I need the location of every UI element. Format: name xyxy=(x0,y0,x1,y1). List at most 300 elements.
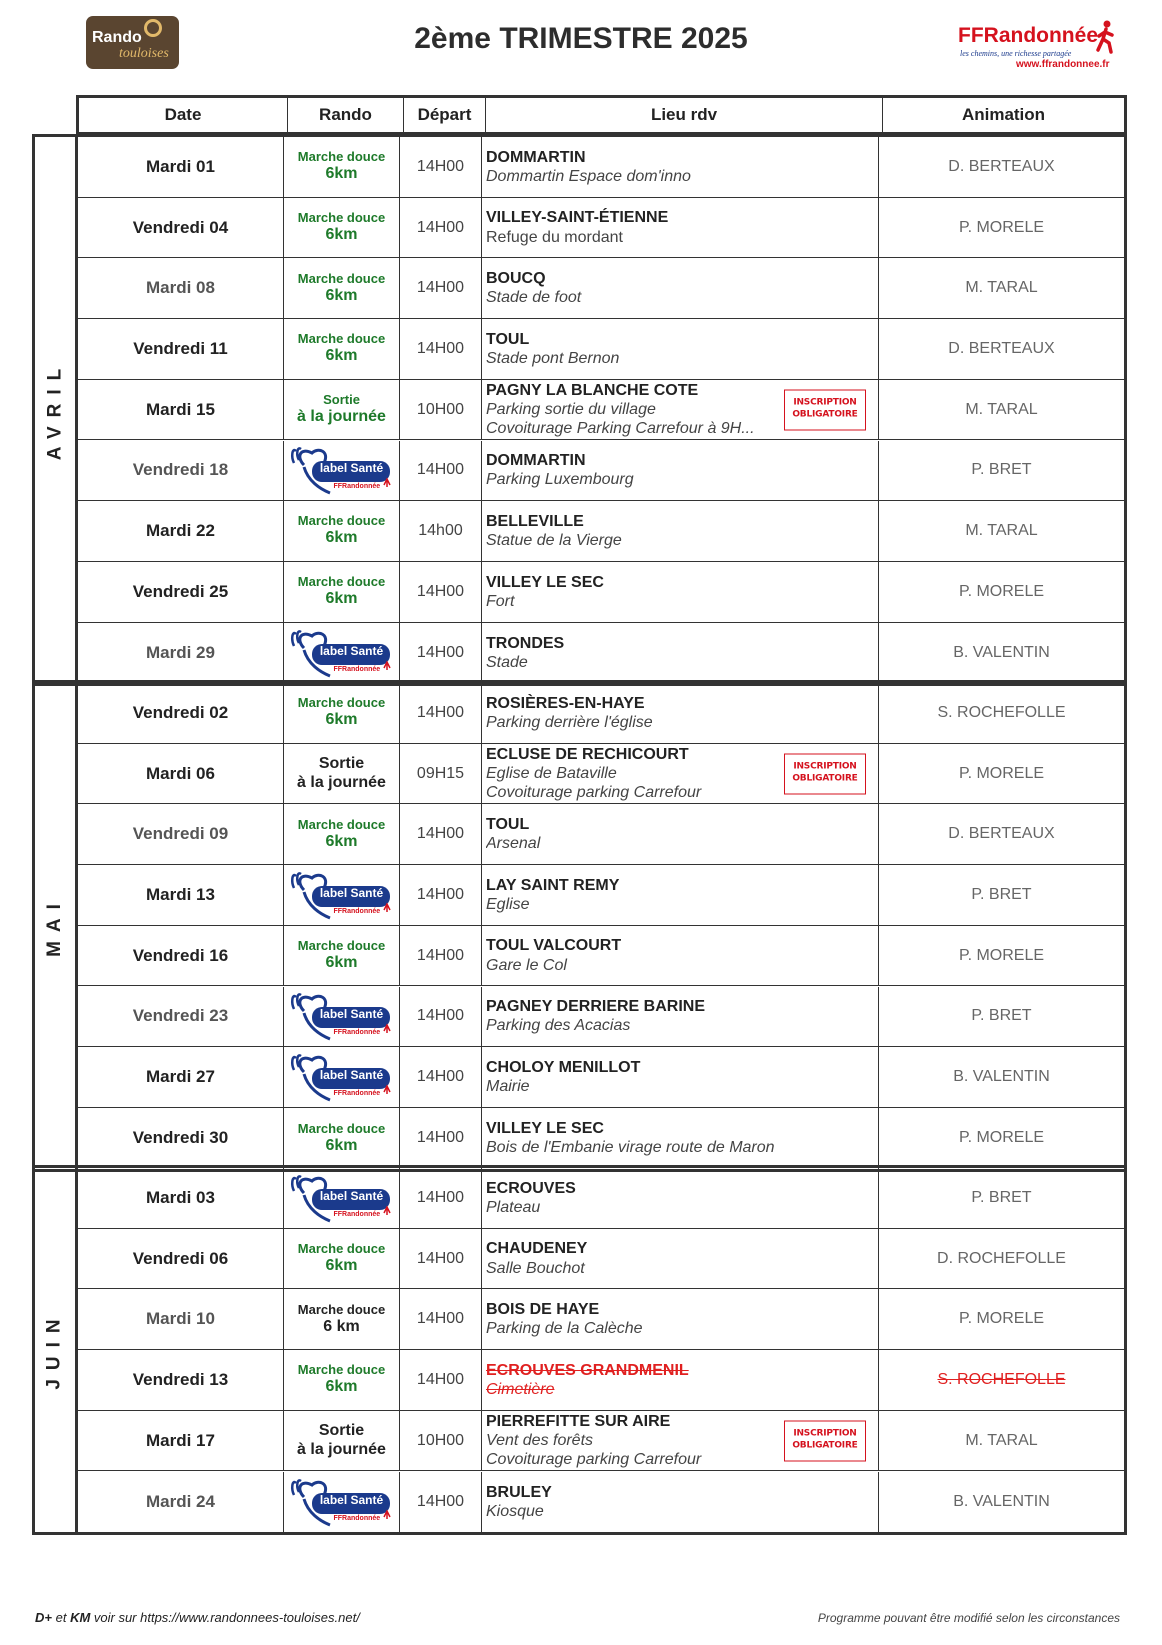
rando-cell xyxy=(284,1108,400,1169)
table-row xyxy=(78,1108,1124,1169)
footer-website: voir sur https://www.randonnees-touloises.net/ xyxy=(90,1610,360,1625)
date-cell: Mardi 03 xyxy=(78,1168,284,1228)
place-name: BELLEVILLE xyxy=(486,512,584,530)
place-detail: Kiosque xyxy=(486,1502,544,1520)
rando-type: Marche douce xyxy=(297,1240,386,1256)
date-cell: Mardi 17 xyxy=(78,1411,284,1471)
table-row xyxy=(78,1289,1124,1350)
place-name: DOMMARTIN xyxy=(486,148,586,166)
animation-cell: M. TARAL xyxy=(965,279,1038,297)
label-sante-text: label Santé xyxy=(319,885,384,900)
lieu-content xyxy=(486,1239,878,1277)
date-cell: Mardi 01 xyxy=(78,137,284,197)
rando-cell xyxy=(284,1168,400,1228)
place-detail: Salle Bouchot xyxy=(486,1259,585,1277)
place-detail: Stade de foot xyxy=(486,289,582,307)
rando-cell xyxy=(284,198,400,258)
lieu-content xyxy=(486,634,878,672)
rando-distance: 6km xyxy=(325,1256,358,1274)
depart-cell: 14H00 xyxy=(400,1472,482,1533)
footer-dplus: D+ xyxy=(35,1610,52,1625)
rando-distance: 6km xyxy=(325,225,358,243)
place-detail: Eglise xyxy=(486,895,530,913)
lieu-content xyxy=(486,694,878,732)
rando-cell xyxy=(284,319,400,379)
lieu-cell xyxy=(482,804,879,864)
place-detail: Arsenal xyxy=(486,835,541,853)
animation-cell: P. BRET xyxy=(971,1007,1032,1025)
month-block-mai xyxy=(32,680,1127,1172)
animation-cell: M. TARAL xyxy=(965,522,1038,540)
place-detail: Plateau xyxy=(486,1198,541,1216)
table-row xyxy=(78,319,1124,380)
date-cell: Mardi 27 xyxy=(78,1047,284,1107)
place-name: VILLEY LE SEC xyxy=(486,573,604,591)
place-detail: Parking des Acacias xyxy=(486,1017,631,1035)
rando-distance: 6km xyxy=(325,529,358,547)
month-name: JUIN xyxy=(44,1310,66,1390)
rando-distance: à la journée xyxy=(297,773,386,791)
rando-cell xyxy=(284,865,400,925)
place-name: BOUCQ xyxy=(486,270,546,288)
month-rows xyxy=(78,137,1124,683)
animation-cell: S. ROCHEFOLLE xyxy=(937,703,1066,721)
date-cell: Vendredi 13 xyxy=(78,1350,284,1410)
logo-right-url: www.ffrandonnee.fr xyxy=(1016,59,1110,70)
date-cell: Vendredi 25 xyxy=(78,562,284,622)
date-cell: Mardi 06 xyxy=(78,744,284,804)
depart-cell: 14H00 xyxy=(400,623,482,684)
rando-cell xyxy=(284,623,400,684)
animation-cell: P. MORELE xyxy=(958,764,1045,782)
depart-cell: 14H00 xyxy=(400,319,482,379)
walker-icon xyxy=(1095,20,1117,54)
place-detail: Stade pont Bernon xyxy=(486,349,620,367)
rando-distance: à la journée xyxy=(297,407,386,425)
lieu-cell xyxy=(482,441,879,501)
place-detail: Refuge du mordant xyxy=(486,228,623,246)
animation-cell: P. BRET xyxy=(971,1188,1032,1206)
depart-cell: 14H00 xyxy=(400,1108,482,1169)
rando-type: Marche douce xyxy=(297,209,386,225)
depart-cell: 14h00 xyxy=(400,501,482,561)
label-sante-text: label Santé xyxy=(319,1007,384,1022)
lieu-cell xyxy=(482,1168,879,1228)
label-sante-text: label Santé xyxy=(319,1188,384,1203)
table-row xyxy=(78,198,1124,259)
date-cell: Vendredi 04 xyxy=(78,198,284,258)
col-rando-header: Rando xyxy=(288,98,404,132)
rando-type: Sortie xyxy=(323,391,360,407)
lieu-cell xyxy=(482,501,879,561)
animation-cell: P. MORELE xyxy=(958,946,1045,964)
label-sante-badge xyxy=(290,1173,394,1223)
place-detail: Statue de la Vierge xyxy=(486,532,622,550)
rando-cell xyxy=(284,562,400,622)
col-depart-header: Départ xyxy=(404,98,486,132)
label-sante-badge xyxy=(290,1052,394,1102)
date-cell: Vendredi 30 xyxy=(78,1108,284,1169)
label-sante-ffrandonnee: FFRandonnée xyxy=(333,1029,381,1037)
col-date-header: Date xyxy=(79,98,288,132)
date-cell: Vendredi 16 xyxy=(78,926,284,986)
depart-cell: 14H00 xyxy=(400,683,482,743)
lieu-content xyxy=(486,1300,878,1338)
lieu-cell xyxy=(482,258,879,318)
animation-cell: P. MORELE xyxy=(958,1129,1045,1147)
logo-left-line1: Rando xyxy=(92,29,142,46)
label-sante-text: label Santé xyxy=(319,1492,384,1507)
animation-cell: D. ROCHEFOLLE xyxy=(937,1249,1066,1267)
date-cell: Vendredi 11 xyxy=(78,319,284,379)
month-rows xyxy=(78,683,1124,1169)
month-label xyxy=(35,137,78,683)
rando-distance: 6km xyxy=(325,1136,358,1154)
rando-distance: 6km xyxy=(325,590,358,607)
label-sante-badge xyxy=(290,445,394,495)
rando-cell xyxy=(284,380,400,440)
table-row xyxy=(78,1350,1124,1411)
place-name: ECLUSE DE RECHICOURT xyxy=(486,745,689,763)
place-name: BRULEY xyxy=(486,1483,552,1501)
label-sante-badge xyxy=(290,628,394,678)
place-detail: Parking derrière l'église xyxy=(486,713,653,731)
rando-cell xyxy=(284,501,400,561)
place-detail: Covoiturage parking Carrefour xyxy=(486,1451,702,1469)
date-cell: Mardi 29 xyxy=(78,623,284,684)
depart-cell: 14H00 xyxy=(400,1168,482,1228)
animation-cell: B. VALENTIN xyxy=(953,1492,1050,1510)
depart-cell: 14H00 xyxy=(400,137,482,197)
table-row xyxy=(78,380,1124,441)
place-detail: Parking Luxembourg xyxy=(486,471,634,489)
footer-and: et xyxy=(51,1610,71,1625)
lieu-content xyxy=(486,1058,878,1096)
label-sante-ffrandonnee: FFRandonnée xyxy=(333,1514,381,1522)
rando-cell xyxy=(284,987,400,1047)
animation-cell: P. BRET xyxy=(971,885,1032,903)
place-name: TRONDES xyxy=(486,634,565,652)
lieu-cell xyxy=(482,1472,879,1533)
table-row xyxy=(78,987,1124,1048)
rando-cell xyxy=(284,744,400,804)
month-block-avril xyxy=(32,134,1127,686)
place-name: PIERREFITTE SUR AIRE xyxy=(486,1412,671,1430)
lieu-cell xyxy=(482,1047,879,1107)
rando-cell xyxy=(284,1289,400,1349)
place-detail: Stade xyxy=(486,653,528,671)
table-row xyxy=(78,926,1124,987)
animation-cell: B. VALENTIN xyxy=(953,643,1050,661)
depart-cell: 09H15 xyxy=(400,744,482,804)
place-name: VILLEY-SAINT-ÉTIENNE xyxy=(486,209,669,227)
rando-cell xyxy=(284,804,400,864)
lieu-content xyxy=(486,1119,878,1157)
place-detail: Gare le Col xyxy=(486,956,567,974)
table-row xyxy=(78,501,1124,562)
lieu-content xyxy=(486,330,878,368)
label-sante-ffrandonnee: FFRandonnée xyxy=(333,483,381,491)
page-title: 2ème TRIMESTRE 2025 xyxy=(414,22,748,55)
lieu-cell xyxy=(482,1411,879,1471)
depart-cell: 14H00 xyxy=(400,804,482,864)
place-detail: Covoiturage Parking Carrefour à 9H... xyxy=(486,420,755,438)
month-rows xyxy=(78,1168,1124,1532)
month-label xyxy=(35,1168,78,1532)
rando-distance: 6km xyxy=(325,286,358,304)
inscription-line1: INSCRIPTION xyxy=(793,761,857,772)
rando-distance: 6km xyxy=(325,165,358,183)
lieu-cell xyxy=(482,319,879,379)
lieu-cell xyxy=(482,744,879,804)
month-name: MAI xyxy=(44,895,66,957)
depart-cell: 14H00 xyxy=(400,926,482,986)
lieu-cell xyxy=(482,623,879,684)
rando-type: Marche douce xyxy=(297,331,386,347)
inscription-line1: INSCRIPTION xyxy=(793,1428,857,1439)
footer-note xyxy=(35,1610,360,1625)
table-row xyxy=(78,1168,1124,1229)
table-row xyxy=(78,804,1124,865)
date-cell: Vendredi 09 xyxy=(78,804,284,864)
depart-cell: 14H00 xyxy=(400,1047,482,1107)
lieu-cell xyxy=(482,987,879,1047)
place-name: TOUL xyxy=(486,816,530,834)
footer-disclaimer: Programme pouvant être modifié selon les circonstances xyxy=(817,1611,1120,1625)
place-name: ECROUVES xyxy=(486,1179,576,1197)
depart-cell: 10H00 xyxy=(400,380,482,440)
rando-type: Marche douce xyxy=(297,513,386,529)
place-detail: Parking sortie du village xyxy=(486,401,656,419)
rando-distance: à la journée xyxy=(297,1440,386,1458)
rando-type: Marche douce xyxy=(297,1362,386,1378)
rando-cell xyxy=(284,1229,400,1289)
rando-cell xyxy=(284,258,400,318)
place-name: ROSIÈRES-EN-HAYE xyxy=(486,694,645,712)
table-row xyxy=(78,1472,1124,1533)
depart-cell: 14H00 xyxy=(400,1350,482,1410)
lieu-content xyxy=(486,1483,878,1521)
rando-distance: 6km xyxy=(325,832,358,850)
lieu-content xyxy=(486,208,878,246)
depart-cell: 14H00 xyxy=(400,198,482,258)
date-cell: Mardi 24 xyxy=(78,1472,284,1533)
rando-distance: 6 km xyxy=(323,1317,360,1335)
page-header xyxy=(0,0,1162,92)
lieu-cell xyxy=(482,380,879,440)
table-row xyxy=(78,441,1124,502)
rando-type: Marche douce xyxy=(297,1301,386,1317)
inscription-line2: OBLIGATOIRE xyxy=(792,409,858,420)
lieu-cell xyxy=(482,683,879,743)
label-sante-ffrandonnee: FFRandonnée xyxy=(333,1090,381,1098)
lieu-content xyxy=(486,269,878,307)
table-row xyxy=(78,1411,1124,1472)
table-row xyxy=(78,258,1124,319)
depart-cell: 14H00 xyxy=(400,1229,482,1289)
animation-cell: S. ROCHEFOLLE xyxy=(937,1370,1066,1388)
depart-cell: 14H00 xyxy=(400,865,482,925)
rando-type: Marche douce xyxy=(297,270,386,286)
animation-cell: D. BERTEAUX xyxy=(948,339,1055,357)
table-row xyxy=(78,865,1124,926)
table-row xyxy=(78,1229,1124,1290)
rando-cell xyxy=(284,1350,400,1410)
logo-left-line2: touloises xyxy=(119,46,169,61)
rando-type: Marche douce xyxy=(297,1120,386,1136)
lieu-content xyxy=(486,573,878,611)
label-sante-ffrandonnee: FFRandonnée xyxy=(333,665,381,673)
place-detail: Vent des forêts xyxy=(486,1432,594,1450)
place-name: DOMMARTIN xyxy=(486,452,586,470)
inscription-badge xyxy=(784,1420,866,1461)
lieu-content xyxy=(486,936,878,974)
animation-cell: P. MORELE xyxy=(958,218,1045,236)
place-detail: Eglise de Bataville xyxy=(486,764,617,782)
rando-cell xyxy=(284,137,400,197)
place-detail: Fort xyxy=(486,592,515,610)
depart-cell: 10H00 xyxy=(400,1411,482,1471)
rando-distance: 6km xyxy=(325,347,358,365)
place-detail: Mairie xyxy=(486,1078,530,1096)
table-row xyxy=(78,1047,1124,1108)
depart-cell: 14H00 xyxy=(400,441,482,501)
rando-distance: 6km xyxy=(325,1378,358,1396)
animation-cell: M. TARAL xyxy=(965,1431,1038,1449)
rando-cell xyxy=(284,1411,400,1471)
label-sante-text: label Santé xyxy=(319,461,384,476)
animation-cell: P. BRET xyxy=(971,461,1032,479)
label-sante-ffrandonnee: FFRandonnée xyxy=(333,1210,381,1218)
lieu-cell xyxy=(482,1289,879,1349)
lieu-cell xyxy=(482,926,879,986)
date-cell: Mardi 15 xyxy=(78,380,284,440)
col-lieu-header: Lieu rdv xyxy=(486,98,883,132)
lieu-content xyxy=(486,876,878,914)
lieu-content xyxy=(486,451,878,489)
lieu-cell xyxy=(482,562,879,622)
table-row xyxy=(78,683,1124,744)
date-cell: Vendredi 18 xyxy=(78,441,284,501)
inscription-line2: OBLIGATOIRE xyxy=(792,1440,858,1451)
month-label xyxy=(35,683,78,1169)
logo-right-tagline: les chemins, une richesse partagée xyxy=(960,49,1072,58)
animation-cell: P. MORELE xyxy=(958,582,1045,600)
rando-distance: 6km xyxy=(325,711,358,729)
lieu-cell xyxy=(482,137,879,197)
inscription-line1: INSCRIPTION xyxy=(793,397,857,408)
lieu-cell xyxy=(482,198,879,258)
depart-cell: 14H00 xyxy=(400,562,482,622)
lieu-content xyxy=(486,1361,878,1399)
footer-km: KM xyxy=(70,1610,91,1625)
rando-cell xyxy=(284,926,400,986)
inscription-badge xyxy=(784,753,866,794)
place-name: TOUL xyxy=(486,330,530,348)
depart-cell: 14H00 xyxy=(400,1289,482,1349)
place-detail: Covoiturage parking Carrefour xyxy=(486,784,702,802)
logo-right-name: FFRandonnée xyxy=(958,24,1098,47)
rando-cell xyxy=(284,683,400,743)
lieu-cell xyxy=(482,1229,879,1289)
lieu-cell xyxy=(482,865,879,925)
label-sante-ffrandonnee: FFRandonnée xyxy=(333,907,381,915)
animation-cell: D. BERTEAUX xyxy=(948,825,1055,843)
date-cell: Mardi 10 xyxy=(78,1289,284,1349)
rando-type: Marche douce xyxy=(297,574,386,590)
inscription-badge xyxy=(784,389,866,430)
depart-cell: 14H00 xyxy=(400,258,482,318)
date-cell: Mardi 13 xyxy=(78,865,284,925)
table-row xyxy=(78,744,1124,805)
inscription-line2: OBLIGATOIRE xyxy=(792,773,858,784)
lieu-cell xyxy=(482,1108,879,1169)
place-detail: Bois de l'Embanie virage route de Maron xyxy=(486,1139,775,1157)
rando-cell xyxy=(284,441,400,501)
label-sante-badge xyxy=(290,991,394,1041)
rando-type: Sortie xyxy=(318,1422,365,1440)
place-name: ECROUVES GRANDMENIL xyxy=(486,1361,689,1379)
place-name: CHOLOY MENILLOT xyxy=(486,1058,641,1076)
ffrandonnee-logo xyxy=(958,20,1118,72)
place-detail: Cimetière xyxy=(486,1380,555,1398)
lieu-content xyxy=(486,1179,878,1217)
place-name: PAGNEY DERRIERE BARINE xyxy=(486,998,705,1016)
date-cell: Mardi 22 xyxy=(78,501,284,561)
table-header xyxy=(76,95,1127,135)
rando-type: Marche douce xyxy=(297,937,386,953)
place-name: PAGNY LA BLANCHE COTE xyxy=(486,381,699,399)
date-cell: Vendredi 23 xyxy=(78,987,284,1047)
rando-type: Marche douce xyxy=(297,149,386,165)
label-sante-badge xyxy=(290,870,394,920)
label-sante-text: label Santé xyxy=(319,1068,384,1083)
place-name: CHAUDENEY xyxy=(486,1240,588,1258)
animation-cell: D. BERTEAUX xyxy=(948,157,1055,175)
animation-cell: M. TARAL xyxy=(965,400,1038,418)
table-row xyxy=(78,623,1124,684)
month-name: AVRIL xyxy=(44,359,65,461)
animation-cell: P. MORELE xyxy=(958,1310,1045,1328)
label-sante-badge xyxy=(290,1477,394,1527)
rando-type: Marche douce xyxy=(297,695,386,711)
col-animation-header: Animation xyxy=(961,105,1046,124)
lieu-cell xyxy=(482,1350,879,1410)
date-cell: Mardi 08 xyxy=(78,258,284,318)
place-detail: Dommartin Espace dom'inno xyxy=(486,167,691,185)
table-row xyxy=(78,137,1124,198)
lieu-content xyxy=(486,512,878,550)
place-name: BOIS DE HAYE xyxy=(486,1301,600,1319)
rando-cell xyxy=(284,1472,400,1533)
rando-distance: 6km xyxy=(325,953,358,971)
month-block-juin xyxy=(32,1165,1127,1535)
rando-cell xyxy=(284,1047,400,1107)
depart-cell: 14H00 xyxy=(400,987,482,1047)
place-detail: Parking de la Calèche xyxy=(486,1320,643,1338)
rando-type: Marche douce xyxy=(297,816,386,832)
place-name: TOUL VALCOURT xyxy=(486,937,622,955)
label-sante-text: label Santé xyxy=(319,643,384,658)
rando-type: Sortie xyxy=(318,755,365,773)
lieu-content xyxy=(486,815,878,853)
lieu-content xyxy=(486,148,878,186)
place-name: LAY SAINT REMY xyxy=(486,876,620,894)
animation-cell: B. VALENTIN xyxy=(953,1068,1050,1086)
lieu-content xyxy=(486,997,878,1035)
date-cell: Vendredi 02 xyxy=(78,683,284,743)
date-cell: Vendredi 06 xyxy=(78,1229,284,1289)
